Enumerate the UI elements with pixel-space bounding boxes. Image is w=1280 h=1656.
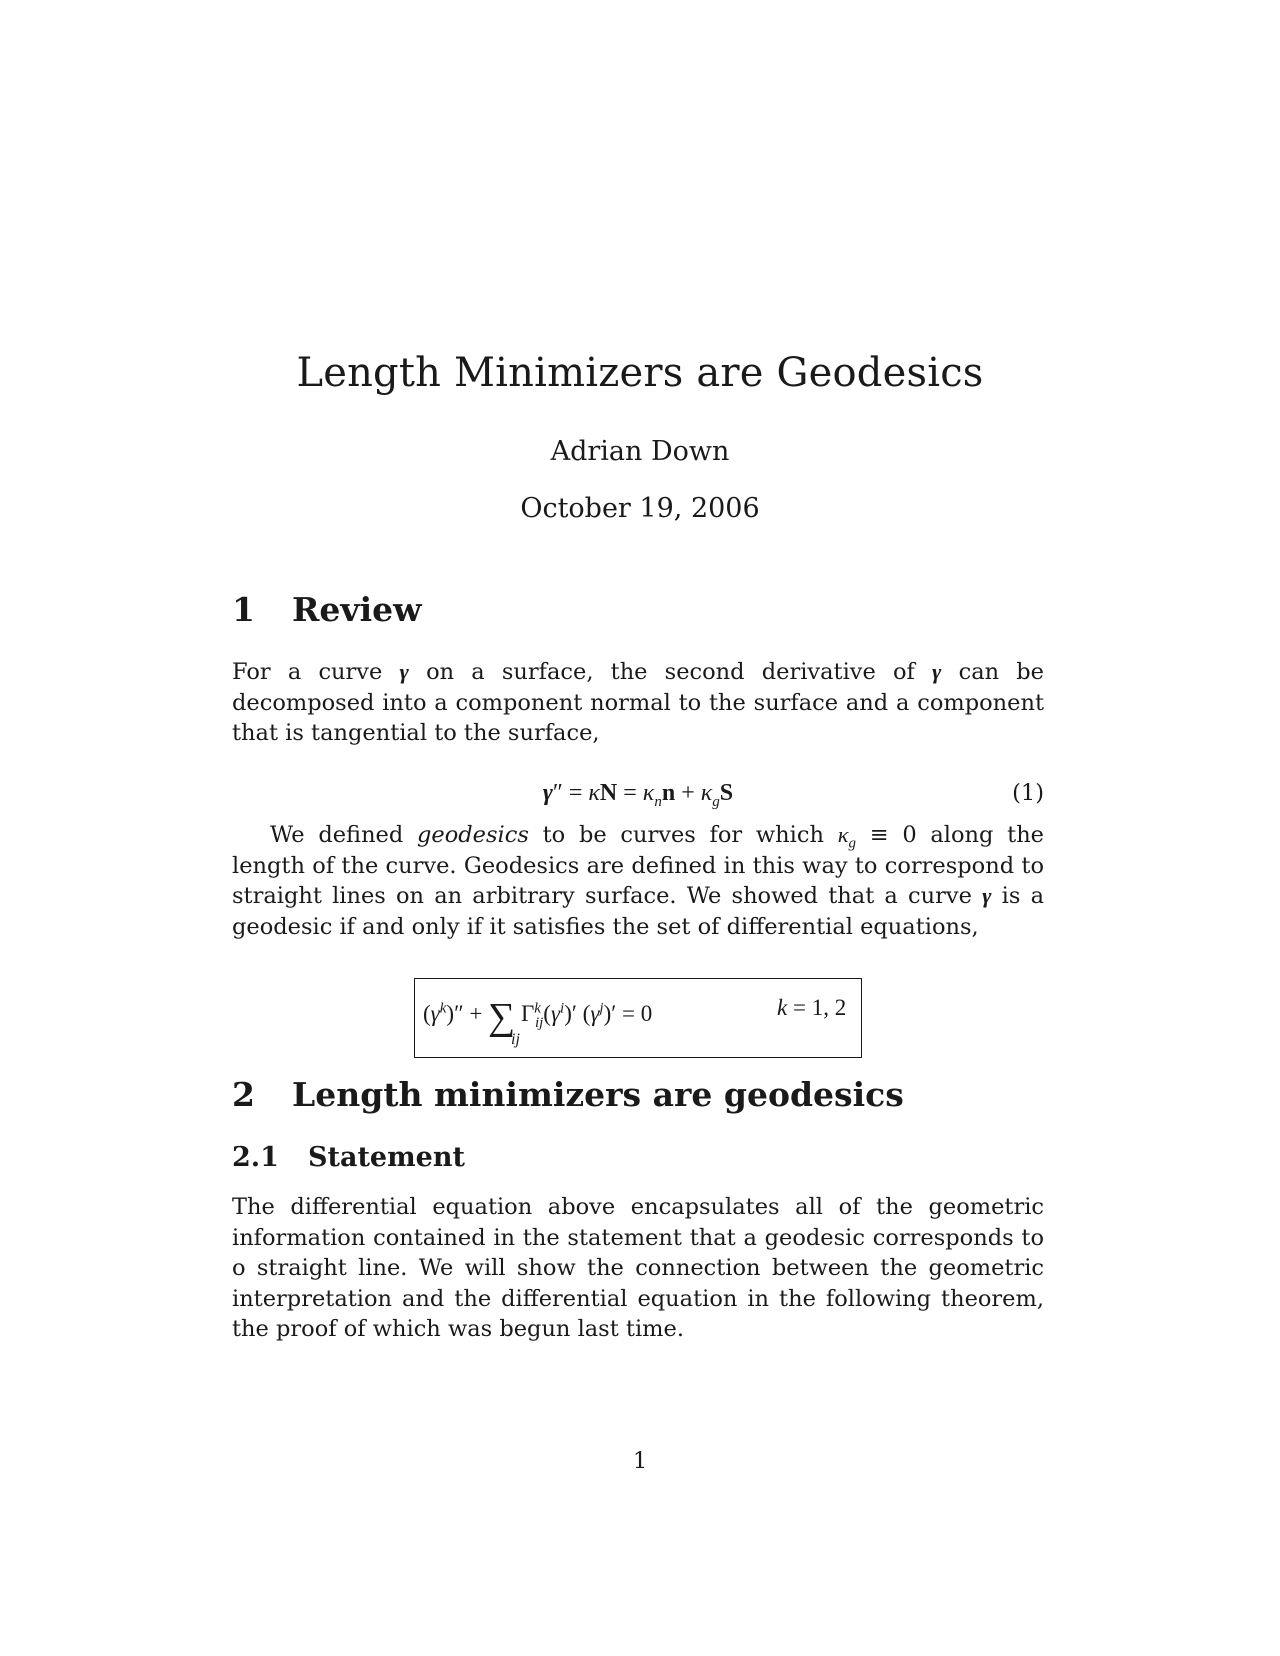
text-run: on a surface, the second derivative of [408, 659, 933, 685]
boxed-geodesic-equation [414, 978, 862, 1058]
text-run: to be curves for which [528, 822, 838, 848]
equation-1-tag: (1) [1012, 780, 1044, 806]
text-run: is a geodesic if and only if it satisfies the set of differential equations, [232, 883, 1044, 940]
section-number: 2 [232, 1075, 255, 1114]
math-kappa-g: $\kappa_g$ [837, 822, 856, 852]
text-run: along the length of the curve. Geodesics are defined in this way to correspond to straight lines on an arbitrary surface. We showed that a curve [232, 822, 1045, 909]
sum-index: ij [511, 1031, 520, 1048]
subsection-number: 2.1 [232, 1142, 279, 1173]
paper-title: Length Minimizers are Geodesics [296, 350, 984, 396]
paper-date: October 19, 2006 [520, 493, 760, 524]
section-title: Review [292, 590, 422, 629]
text-run: We defined [270, 822, 418, 848]
section-heading-review [232, 590, 422, 629]
section-heading-length-minimizers [232, 1075, 904, 1114]
text-run: For a curve [232, 659, 400, 685]
equation-1-body: $\gamma'' = \kappa N = \kappa_nn + \kappa_gS$ [542, 780, 734, 810]
math-gamma: γ [932, 659, 942, 684]
section-title: Length minimizers are geodesics [292, 1075, 904, 1114]
review-paragraph-1 [232, 657, 1044, 749]
statement-paragraph: The differential equation above encapsulates all of the geometric information contained in the statement that a geodesic corresponds to o straight line. We will show the connection between the geometric interpretation and the differential equation in the following theorem, the proof of which was begun last time. [232, 1194, 1044, 1342]
math-gamma: γ [399, 659, 409, 684]
subsection-heading-statement [232, 1142, 465, 1173]
section-number: 1 [232, 590, 255, 629]
paper-author: Adrian Down [550, 436, 730, 467]
equation-1 [232, 780, 1044, 814]
geodesic-equation-range: k = 1, 2 [777, 995, 847, 1020]
text-run: can be decomposed into a component normal to the surface and a component that is tangential to the surface, [232, 659, 1044, 746]
subsection-title: Statement [308, 1142, 465, 1173]
geodesic-equation-lhs: $(\gamma^k)''$ + ∑ $\Gamma^k_{ij}(\gamma^i)'$ $(\gamma^j)' = 0$ [423, 996, 653, 1038]
review-paragraph-2: We defined geodesics to be curves for which $\kappa_g \equiv 0$ along the length of the curve. Geodesics are defined in this way to correspond to straight lines on an arbitrary surface. We showed that a curve γ is a geodesic if and only if it satisfies the set of differential equations, [232, 822, 1045, 940]
math-gamma: γ [982, 883, 992, 908]
emphasis-geodesics: geodesics [417, 822, 529, 848]
page-number: 1 [632, 1448, 648, 1474]
